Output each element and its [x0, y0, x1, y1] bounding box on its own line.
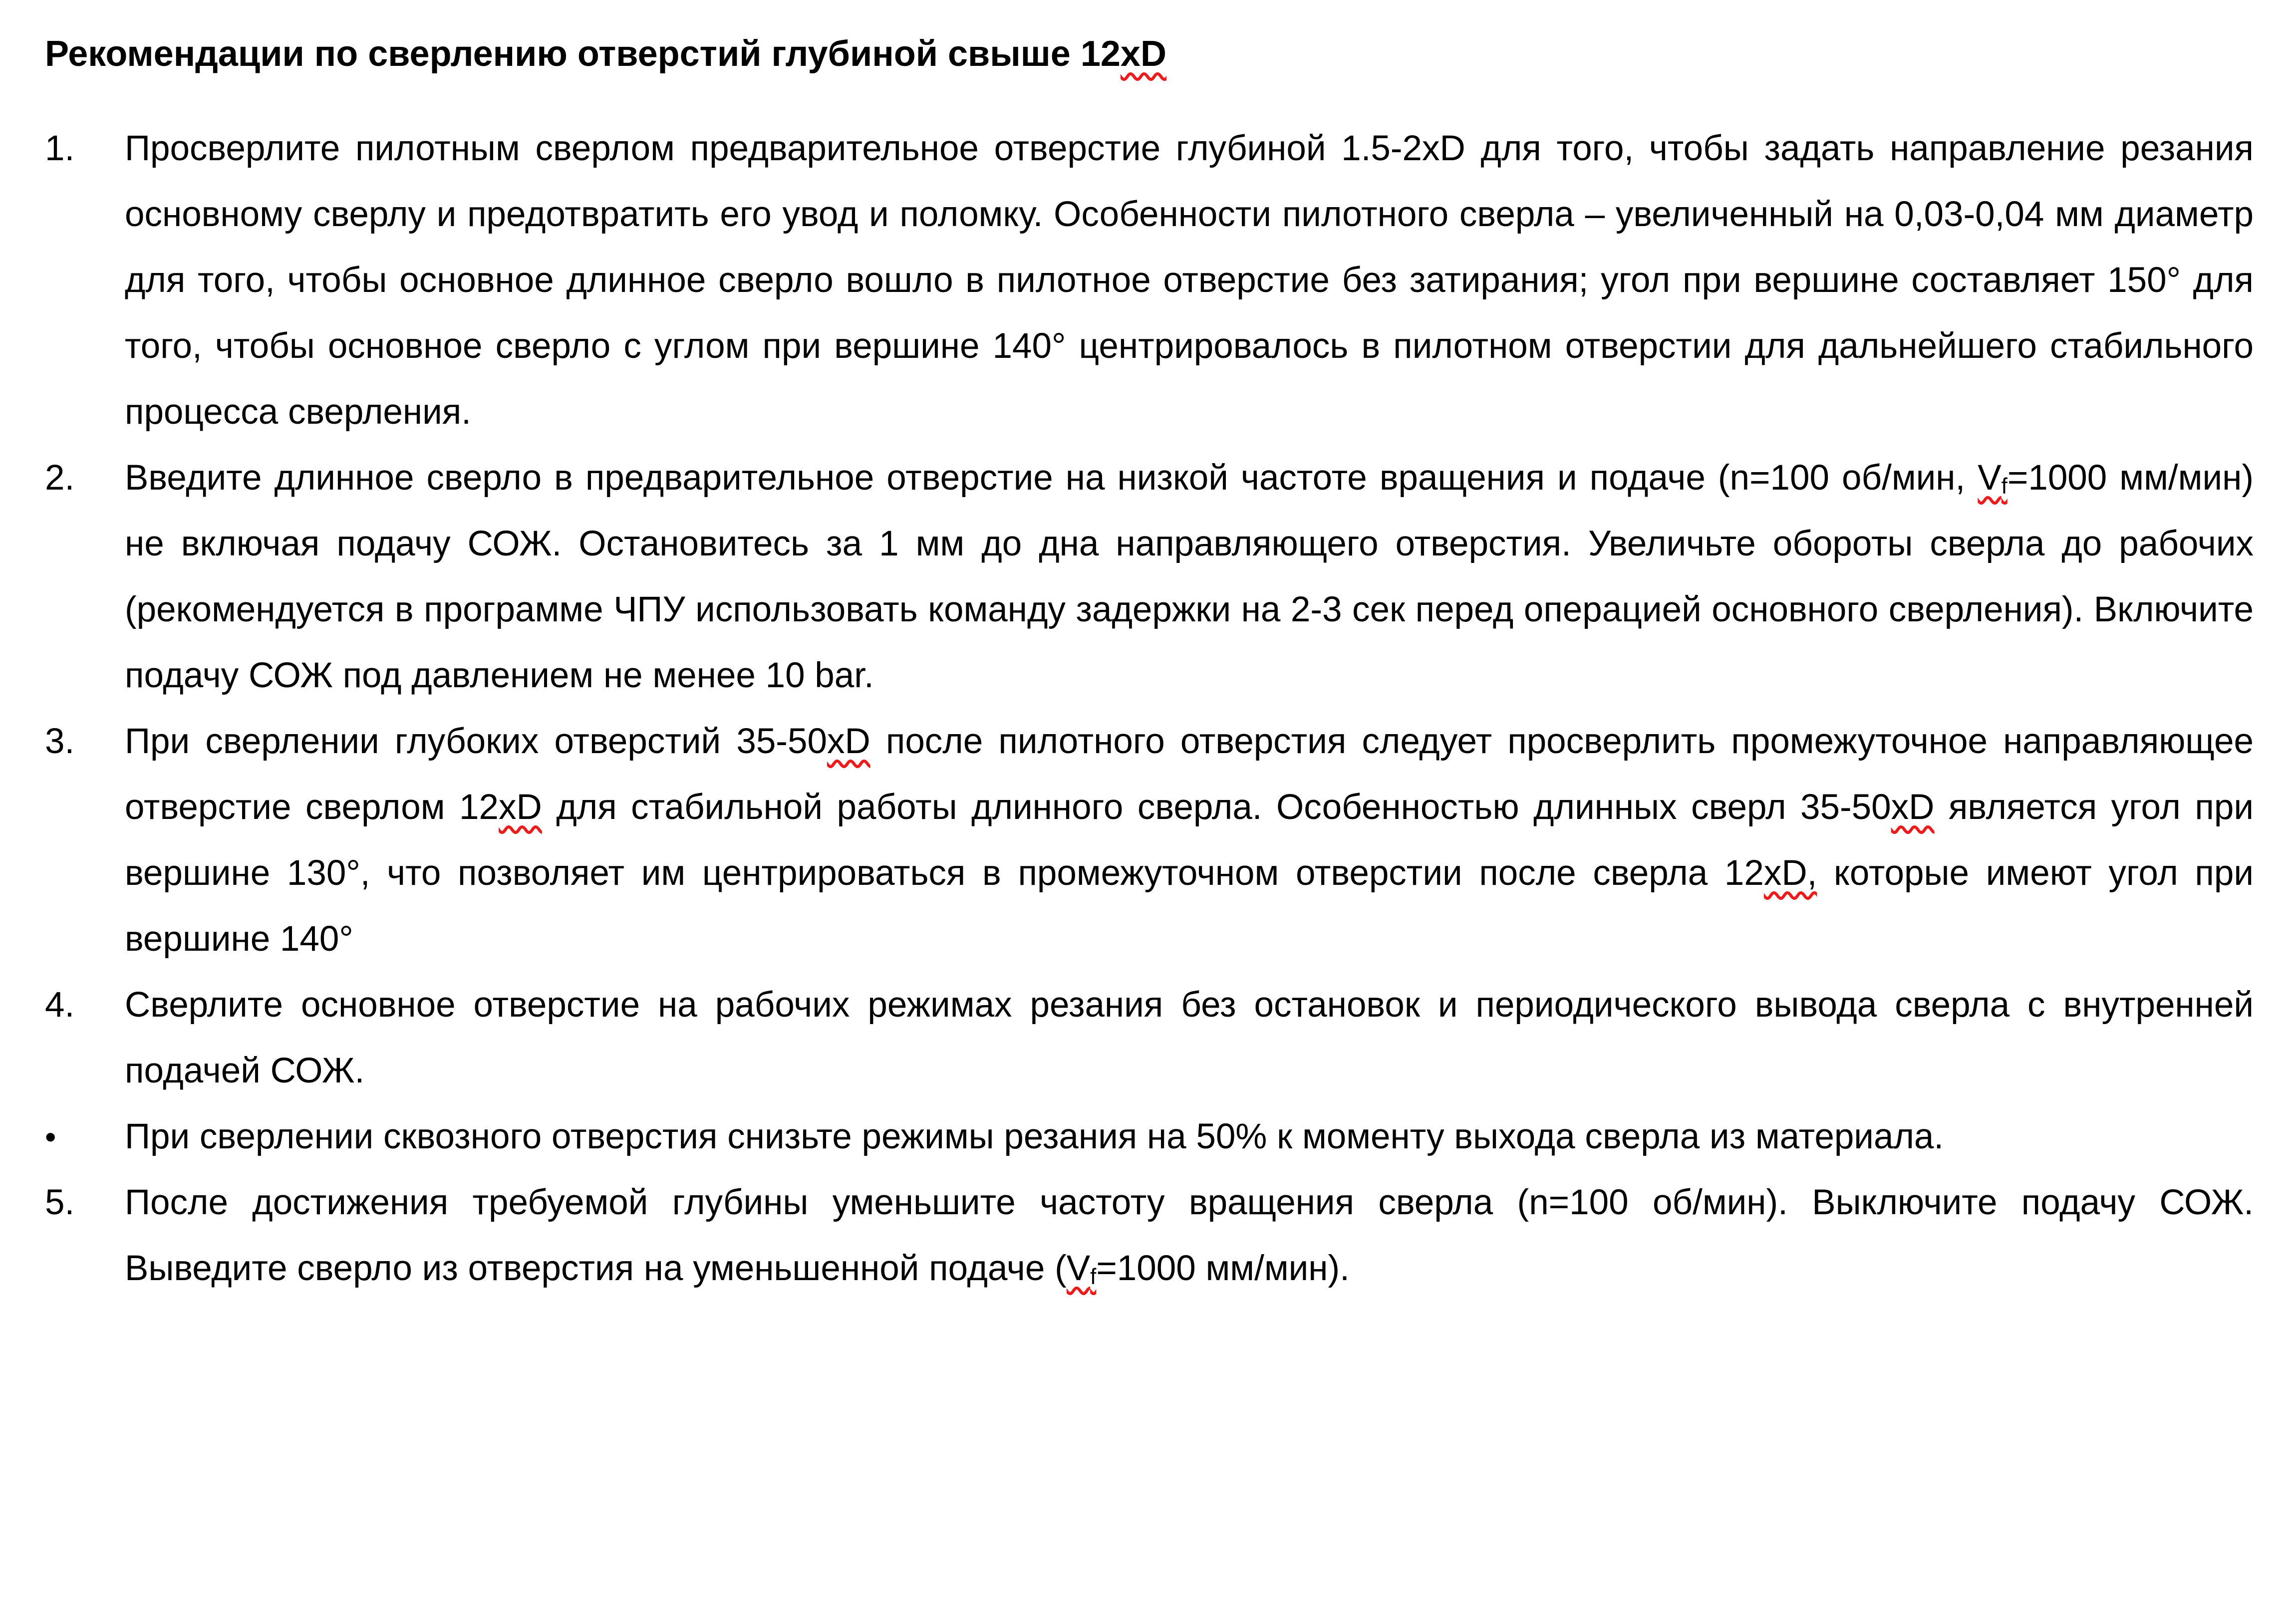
list-item-4-marker: 4.: [45, 985, 75, 1025]
list-item-2-marker: 2.: [45, 458, 75, 498]
text-segment: Введите длинное сверло в предварительное отверстие на низкой частоте вращения и подаче (n=100 об/мин,: [125, 458, 1978, 498]
text-segment: =1000 мм/мин).: [1096, 1249, 1350, 1288]
misspelled-text: [1067, 1249, 1097, 1288]
text-segment: после пилотного отверстия следует просверлить промежуточное направляющее отверстие сверлом 12: [125, 722, 2254, 827]
text-segment: При сверлении глубоких отверстий 35-50: [125, 722, 827, 761]
text-segment: После достижения требуемой глубины уменьшите частоту вращения сверла (n=100 об/мин). Выключите подачу СОЖ. Выведите сверло из отверстия на уменьшенной подаче (: [125, 1183, 2254, 1288]
text-segment: для стабильной работы длинного сверла. Особенностью длинных сверл 35-50: [542, 788, 1891, 827]
list-item-1: [45, 116, 2254, 445]
list-item-3: [45, 709, 2254, 972]
recommendations-list: [45, 116, 2254, 1302]
text-segment: Просверлите пилотным сверлом предварительное отверстие глубиной 1.5-2xD для того, чтобы задать направление резания основному сверлу и предотвратить его увод и поломку. Особенности пилотного сверла – увеличенный на 0,03-0,04 мм диаметр для того, чтобы основное длинное сверло вошло в пилотное отверстие без затирания; угол при вершине составляет 150° для того, чтобы основное сверло с углом при вершине 140° центрировалось в пилотном отверстии для дальнейшего стабильного процесса сверления.: [125, 129, 2254, 432]
misspelled-text: xD: [1891, 788, 1935, 827]
document-title: [45, 21, 2254, 87]
bullet-icon: •: [45, 1119, 56, 1155]
list-item-5-text: [125, 1170, 2254, 1302]
text-segment: является угол при вершине 130°, что позволяет им центрироваться в промежуточном отверстии после сверла 12: [125, 788, 2254, 893]
misspelled-text: xD: [1120, 34, 1166, 74]
list-item-3-marker: 3.: [45, 722, 75, 761]
misspelled-text: xD: [499, 788, 542, 827]
list-item-4-text: [125, 972, 2254, 1104]
subscript-text: f: [1090, 1264, 1097, 1289]
text-segment: которые имеют угол при вершине 140°: [125, 853, 2254, 959]
text-segment: V: [1066, 1249, 1091, 1288]
list-item-3-text: [125, 709, 2254, 972]
text-segment: =1000 мм/мин) не включая подачу СОЖ. Остановитесь за 1 мм до дна направляющего отверстия. Увеличьте обороты сверла до рабочих (рекомендуется в программе ЧПУ использовать команду задержки на 2-3 сек перед операцией основного сверления). Включите подачу СОЖ под давлением не менее 10 bar.: [125, 458, 2254, 695]
list-item-4: [45, 972, 2254, 1104]
text-segment: Рекомендации по сверлению отверстий глубиной свыше 12: [45, 34, 1121, 74]
subscript-text: f: [2001, 474, 2008, 499]
text-segment: V: [1978, 458, 2002, 498]
list-item-5-marker: 5.: [45, 1183, 75, 1222]
list-item-2: [45, 445, 2254, 709]
misspelled-text: xD: [827, 722, 870, 761]
list-item-5: [45, 1170, 2254, 1302]
text-segment: При сверлении сквозного отверстия снизьте режимы резания на 50% к моменту выхода сверла из материала.: [125, 1117, 1944, 1156]
text-segment: Сверлите основное отверстие на рабочих режимах резания без остановок и периодического вывода сверла с внутренней подачей СОЖ.: [125, 985, 2254, 1090]
misspelled-text: [1978, 458, 2008, 498]
misspelled-text: xD,: [1763, 853, 1817, 893]
list-item-2-text: [125, 445, 2254, 709]
list-item-1-marker: 1.: [45, 129, 75, 168]
list-item-bullet-text: [125, 1104, 2254, 1170]
list-item-bullet: [45, 1104, 2254, 1170]
list-item-1-text: [125, 116, 2254, 445]
